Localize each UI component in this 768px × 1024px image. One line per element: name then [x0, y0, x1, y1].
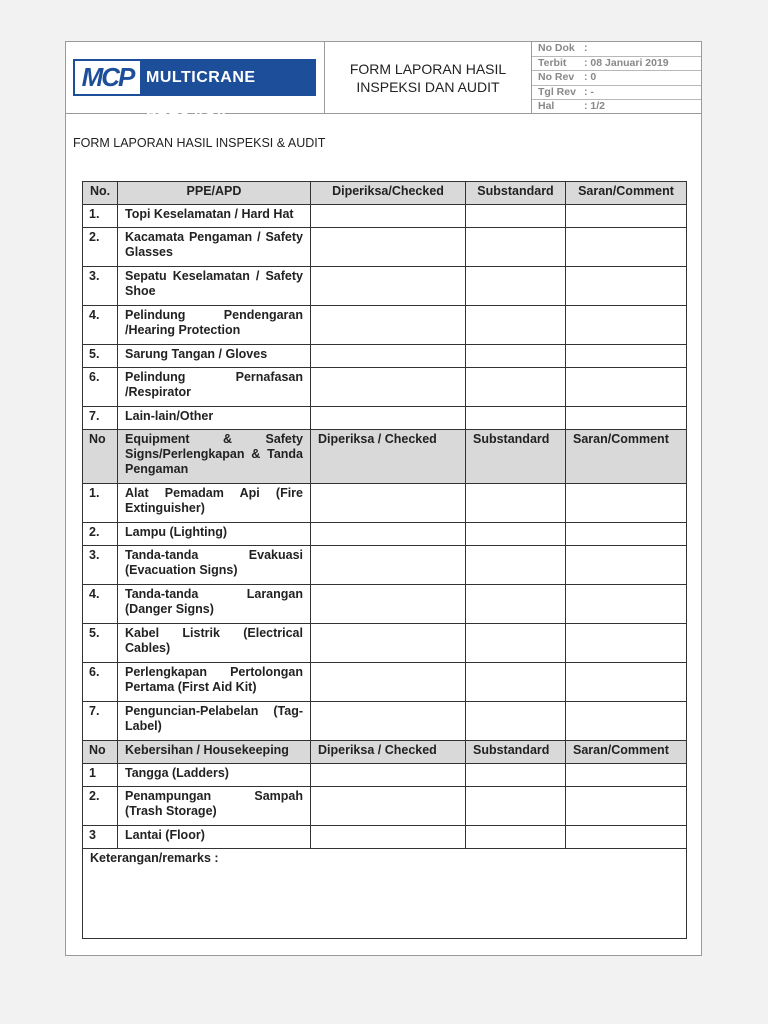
checked-cell[interactable] — [311, 345, 466, 368]
row-item: Perlengkapan Pertolongan Pertama (First Aid Kit) — [118, 663, 311, 702]
comment-cell[interactable] — [566, 523, 687, 546]
row-number: 1. — [83, 484, 118, 523]
row-number: 5. — [83, 624, 118, 663]
checked-cell[interactable] — [311, 826, 466, 849]
checked-cell[interactable] — [311, 306, 466, 345]
table-row — [83, 345, 687, 368]
row-item: Lantai (Floor) — [118, 826, 311, 849]
substandard-cell[interactable] — [466, 267, 566, 306]
table-row — [83, 546, 687, 585]
form-page — [65, 41, 702, 956]
company-logo — [73, 59, 316, 123]
info-row-terbit — [532, 57, 701, 72]
substandard-cell[interactable] — [466, 407, 566, 430]
table-row — [83, 267, 687, 306]
checked-cell[interactable] — [311, 368, 466, 407]
form-title-line2: INSPEKSI DAN AUDIT — [356, 78, 500, 95]
table-row — [83, 368, 687, 407]
substandard-cell[interactable] — [466, 702, 566, 741]
logo-mark: MCP — [75, 61, 140, 94]
info-value: : 1/2 — [584, 100, 606, 113]
comment-cell[interactable] — [566, 407, 687, 430]
comment-cell[interactable] — [566, 624, 687, 663]
row-item: Topi Keselamatan / Hard Hat — [118, 205, 311, 228]
checked-cell[interactable] — [311, 663, 466, 702]
row-item: Lampu (Lighting) — [118, 523, 311, 546]
info-label: Tgl Rev — [538, 85, 576, 98]
row-item: Sepatu Keselamatan / Safety Shoe — [118, 267, 311, 306]
row-number: 4. — [83, 306, 118, 345]
substandard-cell[interactable] — [466, 205, 566, 228]
substandard-cell[interactable] — [466, 764, 566, 787]
row-item: Pelindung Pendengaran /Hearing Protection — [118, 306, 311, 345]
row-item: Kacamata Pengaman / Safety Glasses — [118, 228, 311, 267]
info-label: Hal — [538, 100, 555, 113]
col-item: PPE/APD — [118, 182, 311, 205]
table-row — [83, 306, 687, 345]
row-number: 7. — [83, 407, 118, 430]
document-header — [66, 42, 701, 123]
col-no: No — [83, 430, 118, 484]
col-comment: Saran/Comment — [566, 182, 687, 205]
row-item: Kabel Listrik (Electrical Cables) — [118, 624, 311, 663]
checked-cell[interactable] — [311, 764, 466, 787]
info-value: : 0 — [584, 71, 597, 84]
info-row-tgl-rev — [532, 86, 701, 101]
row-number: 3. — [83, 546, 118, 585]
substandard-cell[interactable] — [466, 228, 566, 267]
comment-cell[interactable] — [566, 205, 687, 228]
table-row — [83, 826, 687, 849]
remarks-label: Keterangan/remarks : — [90, 851, 219, 865]
comment-cell[interactable] — [566, 546, 687, 585]
document-info — [532, 42, 701, 113]
info-label: No Rev — [538, 71, 575, 84]
row-item: Tanda-tanda Evakuasi (Evacuation Signs) — [118, 546, 311, 585]
checked-cell[interactable] — [311, 484, 466, 523]
col-substandard: Substandard — [466, 741, 566, 764]
row-number: 7. — [83, 702, 118, 741]
substandard-cell[interactable] — [466, 546, 566, 585]
row-item: Lain-lain/Other — [118, 407, 311, 430]
table-row — [83, 663, 687, 702]
logo-company-name: MULTICRANE PERKASA — [146, 69, 256, 123]
comment-cell[interactable] — [566, 585, 687, 624]
section-header-ppe — [83, 182, 687, 205]
substandard-cell[interactable] — [466, 484, 566, 523]
info-label: Terbit — [538, 56, 567, 69]
substandard-cell[interactable] — [466, 306, 566, 345]
substandard-cell[interactable] — [466, 624, 566, 663]
checked-cell[interactable] — [311, 585, 466, 624]
row-number: 1. — [83, 205, 118, 228]
comment-cell[interactable] — [566, 787, 687, 826]
section-header-housekeeping — [83, 741, 687, 764]
form-title-line1: FORM LAPORAN HASIL — [349, 60, 507, 77]
table-row — [83, 764, 687, 787]
table-row — [83, 205, 687, 228]
col-item: Equipment & Safety Signs/Perlengkapan & Tanda Pengaman — [118, 430, 311, 484]
comment-cell[interactable] — [566, 368, 687, 407]
logo-cell — [66, 42, 325, 123]
row-number: 2. — [83, 787, 118, 826]
row-item: Pelindung Pernafasan /Respirator — [118, 368, 311, 407]
col-item: Kebersihan / Housekeeping — [118, 741, 311, 764]
checked-cell[interactable] — [311, 205, 466, 228]
comment-cell[interactable] — [566, 228, 687, 267]
col-checked: Diperiksa/Checked — [311, 182, 466, 205]
substandard-cell[interactable] — [466, 585, 566, 624]
substandard-cell[interactable] — [466, 368, 566, 407]
table-row — [83, 787, 687, 826]
comment-cell[interactable] — [566, 764, 687, 787]
row-item: Penampungan Sampah (Trash Storage) — [118, 787, 311, 826]
row-number: 6. — [83, 663, 118, 702]
row-number: 5. — [83, 345, 118, 368]
info-row-no-dok — [532, 42, 701, 57]
checked-cell[interactable] — [311, 787, 466, 826]
document-heading: FORM LAPORAN HASIL INSPEKSI & AUDIT — [73, 136, 326, 150]
substandard-cell[interactable] — [466, 663, 566, 702]
col-checked: Diperiksa / Checked — [311, 430, 466, 484]
col-no: No. — [83, 182, 118, 205]
remarks-row — [83, 849, 687, 939]
col-substandard: Substandard — [466, 182, 566, 205]
remarks-field[interactable] — [83, 849, 687, 939]
row-number: 2. — [83, 228, 118, 267]
row-number: 2. — [83, 523, 118, 546]
row-item: Tanda-tanda Larangan (Danger Signs) — [118, 585, 311, 624]
table-row — [83, 585, 687, 624]
info-value: : 08 Januari 2019 — [584, 56, 669, 69]
substandard-cell[interactable] — [466, 787, 566, 826]
row-number: 3 — [83, 826, 118, 849]
checked-cell[interactable] — [311, 523, 466, 546]
info-row-hal — [532, 100, 701, 114]
checked-cell[interactable] — [311, 546, 466, 585]
checked-cell[interactable] — [311, 624, 466, 663]
table-row — [83, 484, 687, 523]
row-item: Alat Pemadam Api (Fire Extinguisher) — [118, 484, 311, 523]
info-value: : - — [584, 85, 594, 98]
info-label: No Dok — [538, 42, 575, 54]
substandard-cell[interactable] — [466, 523, 566, 546]
checked-cell[interactable] — [311, 228, 466, 267]
col-checked: Diperiksa / Checked — [311, 741, 466, 764]
substandard-cell[interactable] — [466, 345, 566, 368]
substandard-cell[interactable] — [466, 826, 566, 849]
checked-cell[interactable] — [311, 407, 466, 430]
section-header-equipment — [83, 430, 687, 484]
checked-cell[interactable] — [311, 702, 466, 741]
info-value: : — [584, 42, 588, 54]
comment-cell[interactable] — [566, 484, 687, 523]
comment-cell[interactable] — [566, 306, 687, 345]
comment-cell[interactable] — [566, 702, 687, 741]
checked-cell[interactable] — [311, 267, 466, 306]
comment-cell[interactable] — [566, 826, 687, 849]
row-item: Penguncian-Pelabelan (Tag-Label) — [118, 702, 311, 741]
table-row — [83, 228, 687, 267]
comment-cell[interactable] — [566, 345, 687, 368]
inspection-table — [82, 181, 687, 939]
col-substandard: Substandard — [466, 430, 566, 484]
row-number: 3. — [83, 267, 118, 306]
table-row — [83, 624, 687, 663]
row-item: Sarung Tangan / Gloves — [118, 345, 311, 368]
col-comment: Saran/Comment — [566, 430, 687, 484]
comment-cell[interactable] — [566, 267, 687, 306]
table-row — [83, 702, 687, 741]
col-no: No — [83, 741, 118, 764]
row-number: 4. — [83, 585, 118, 624]
table-row — [83, 523, 687, 546]
info-row-no-rev — [532, 71, 701, 86]
row-number: 6. — [83, 368, 118, 407]
table-row — [83, 407, 687, 430]
form-title — [325, 42, 532, 113]
col-comment: Saran/Comment — [566, 741, 687, 764]
comment-cell[interactable] — [566, 663, 687, 702]
row-item: Tangga (Ladders) — [118, 764, 311, 787]
row-number: 1 — [83, 764, 118, 787]
